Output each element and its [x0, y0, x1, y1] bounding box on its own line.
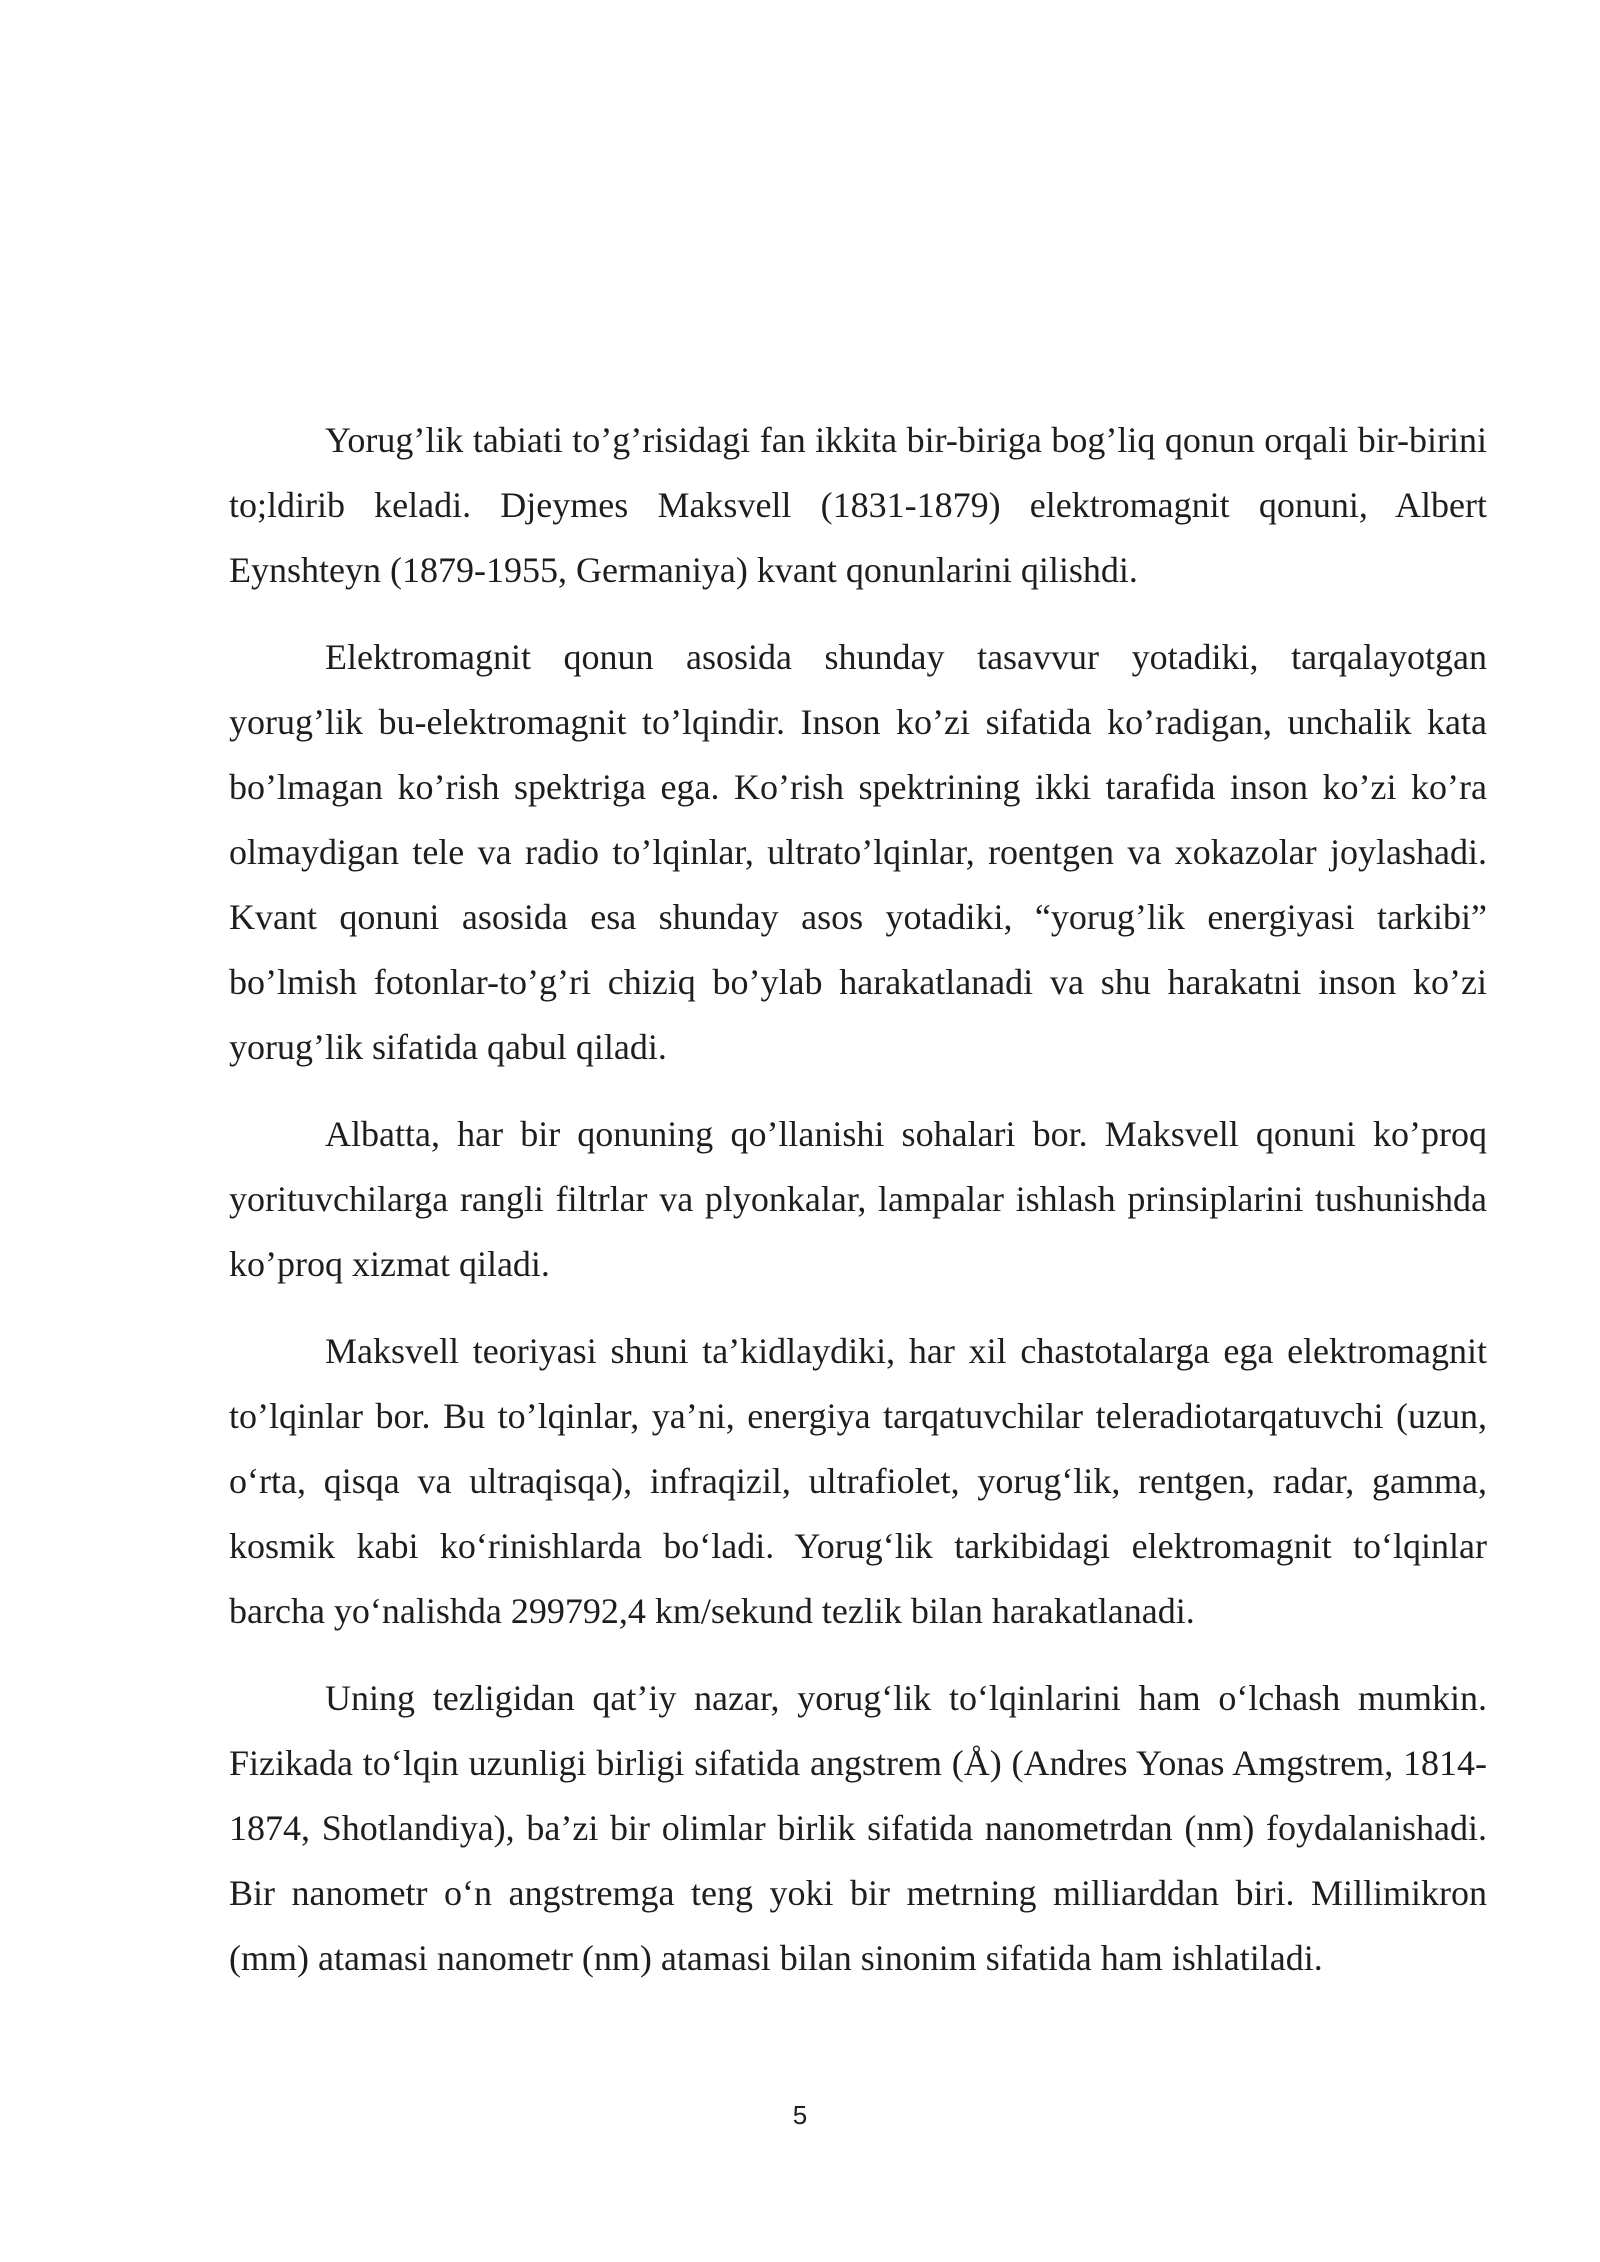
paragraph-1: Yorug’lik tabiati to’g’risidagi fan ikkita bir-biriga bog’liq qonun orqali bir-birini to;ldirib keladi. Djeymes Maksvell (1831-1879) elektromagnit qonuni, Albert Eynshteyn (1879-1955, Germaniya) kvant qonunlarini qilishdi. — [229, 420, 1487, 590]
page-number: 5 — [792, 2100, 808, 2130]
paragraph-5: Uning tezligidan qat’iy nazar, yorug‘lik to‘lqinlarini ham o‘lchash mumkin. Fizikada to‘lqin uzunligi birligi sifatida angstrem (Å) (Andres Yonas Amgstrem, 1814-1874, Shotlandiya), ba’zi bir olimlar birlik sifatida nanometrdan (nm) foydalanishadi. Bir nanometr o‘n angstremga teng yoki bir metrning milliarddan biri. Millimikron (mm) atamasi nanometr (nm) atamasi bilan sinonim sifatida ham ishlatiladi. — [229, 1678, 1487, 1978]
paragraph-2: Elektromagnit qonun asosida shunday tasavvur yotadiki, tarqalayotgan yorug’lik bu-elektromagnit to’lqindir. Inson ko’zi sifatida ko’radigan, unchalik kata bo’lmagan ko’rish spektriga ega. Ko’rish spektrining ikki tarafida inson ko’zi ko’ra olmaydigan tele va radio to’lqinlar, ultrato’lqinlar, roentgen va xokazolar joylashadi. Kvant qonuni asosida esa shunday asos yotadiki, “yorug’lik energiyasi tarkibi” bo’lmish fotonlar-to’g’ri chiziq bo’ylab harakatlanadi va shu harakatni inson ko’zi yorug’lik sifatida qabul qiladi. — [229, 637, 1487, 1067]
paragraph-3: Albatta, har bir qonuning qo’llanishi sohalari bor. Maksvell qonuni ko’proq yorituvchilarga rangli filtrlar va plyonkalar, lampalar ishlash prinsiplarini tushunishda ko’proq xizmat qiladi. — [229, 1114, 1487, 1284]
body-text — [229, 408, 1487, 2013]
paragraph-4: Maksvell teoriyasi shuni ta’kidlaydiki, har xil chastotalarga ega elektromagnit to’lqinlar bor. Bu to’lqinlar, ya’ni, energiya tarqatuvchilar teleradiotarqatuvchi (uzun, o‘rta, qisqa va ultraqisqa), infraqizil, ultrafiolet, yorug‘lik, rentgen, radar, gamma, kosmik kabi ko‘rinishlarda bo‘ladi. Yorug‘lik tarkibidagi elektromagnit to‘lqinlar barcha yo‘nalishda 299792,4 km/sekund tezlik bilan harakatlanadi. — [229, 1331, 1487, 1631]
